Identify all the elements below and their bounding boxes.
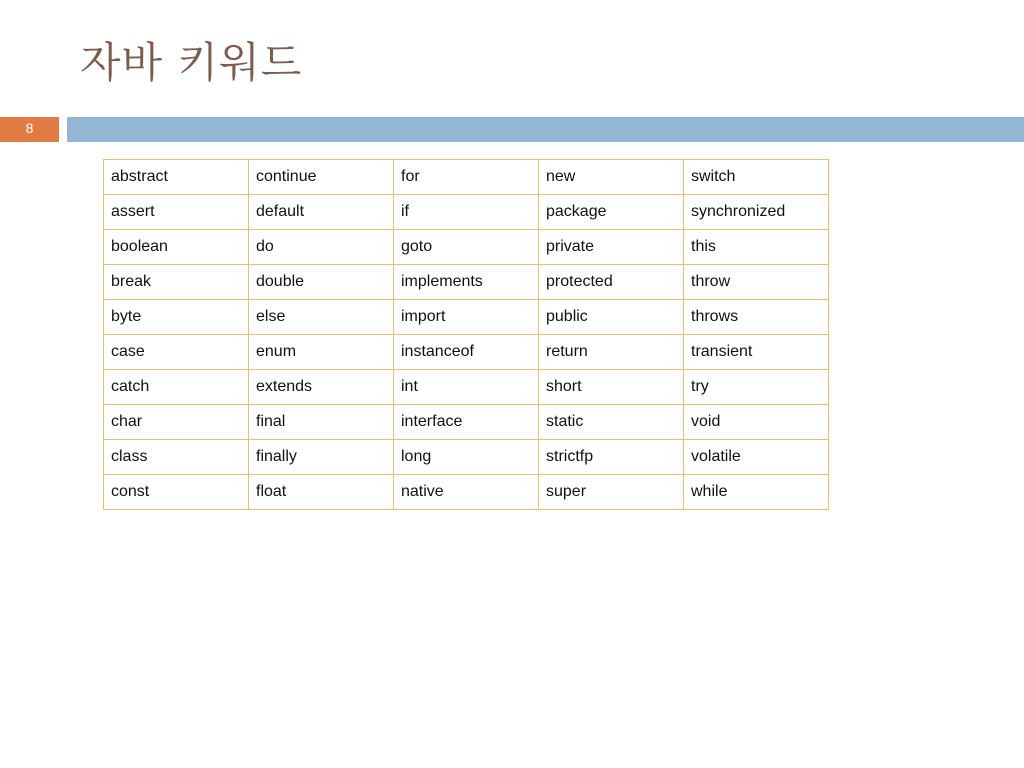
table-row (104, 300, 829, 335)
table-cell: synchronized (684, 195, 829, 230)
table-cell: break (104, 265, 249, 300)
table-cell: return (539, 335, 684, 370)
table-cell: finally (249, 440, 394, 475)
table-cell: goto (394, 230, 539, 265)
table-cell: double (249, 265, 394, 300)
table-cell: short (539, 370, 684, 405)
table-cell: assert (104, 195, 249, 230)
table-cell: extends (249, 370, 394, 405)
table-cell: implements (394, 265, 539, 300)
table-cell: int (394, 370, 539, 405)
table-cell: super (539, 475, 684, 510)
table-cell: if (394, 195, 539, 230)
keywords-table (103, 159, 829, 510)
header-bar (67, 117, 1024, 142)
page-number: 8 (0, 117, 59, 142)
table-row (104, 335, 829, 370)
table-cell: while (684, 475, 829, 510)
table-cell: native (394, 475, 539, 510)
table-row (104, 265, 829, 300)
table-cell: instanceof (394, 335, 539, 370)
table-row (104, 160, 829, 195)
table-cell: strictfp (539, 440, 684, 475)
table-cell: protected (539, 265, 684, 300)
table-cell: throws (684, 300, 829, 335)
table-cell: transient (684, 335, 829, 370)
table-row (104, 195, 829, 230)
table-cell: continue (249, 160, 394, 195)
table-cell: private (539, 230, 684, 265)
table-cell: long (394, 440, 539, 475)
table-cell: import (394, 300, 539, 335)
table-cell: package (539, 195, 684, 230)
table-row (104, 405, 829, 440)
table-cell: char (104, 405, 249, 440)
table-cell: else (249, 300, 394, 335)
table-row (104, 370, 829, 405)
table-cell: const (104, 475, 249, 510)
table-cell: interface (394, 405, 539, 440)
table-cell: float (249, 475, 394, 510)
table-cell: default (249, 195, 394, 230)
table-cell: case (104, 335, 249, 370)
table-cell: void (684, 405, 829, 440)
table-cell: new (539, 160, 684, 195)
table-cell: catch (104, 370, 249, 405)
table-cell: throw (684, 265, 829, 300)
table-cell: public (539, 300, 684, 335)
table-cell: switch (684, 160, 829, 195)
table-cell: for (394, 160, 539, 195)
table-cell: final (249, 405, 394, 440)
table-cell: try (684, 370, 829, 405)
table-cell: enum (249, 335, 394, 370)
table-cell: byte (104, 300, 249, 335)
table-cell: class (104, 440, 249, 475)
table-cell: boolean (104, 230, 249, 265)
table-cell: abstract (104, 160, 249, 195)
table-cell: volatile (684, 440, 829, 475)
table-row (104, 440, 829, 475)
table-cell: static (539, 405, 684, 440)
table-cell: this (684, 230, 829, 265)
table-row (104, 230, 829, 265)
slide-title: 자바 키워드 (80, 38, 303, 87)
table-row (104, 475, 829, 510)
table-cell: do (249, 230, 394, 265)
